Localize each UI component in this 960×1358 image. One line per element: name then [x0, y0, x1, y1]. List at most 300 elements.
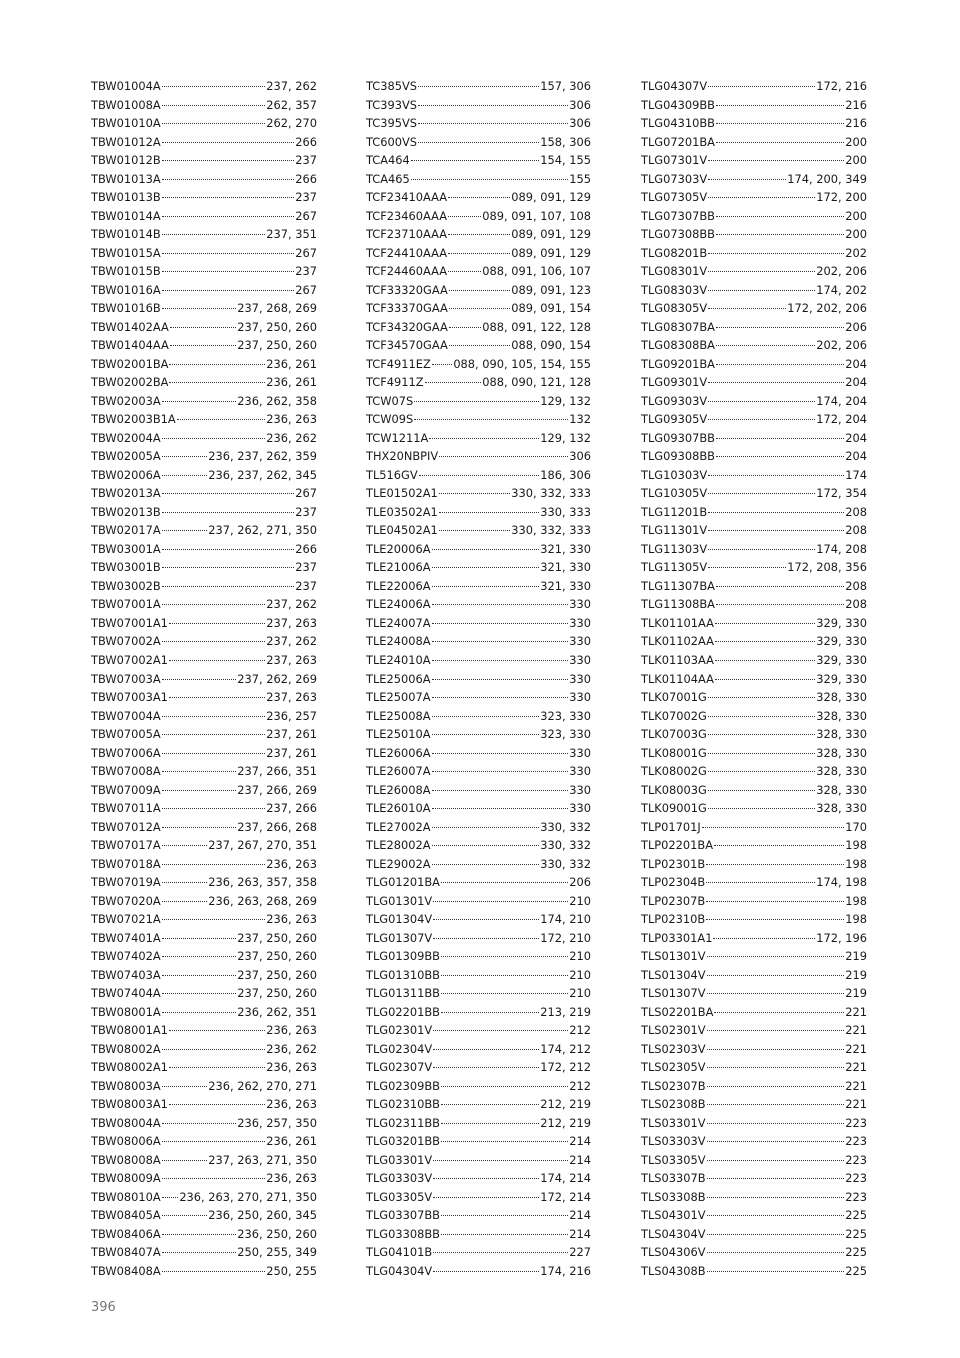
- index-entry: [641, 188, 867, 207]
- dot-leader: [707, 1104, 845, 1105]
- index-entry: [641, 429, 867, 448]
- index-entry: [641, 466, 867, 485]
- product-code: TLK08003G: [641, 782, 707, 797]
- product-code: TBW01012A: [91, 134, 161, 149]
- index-entry: [366, 1132, 591, 1151]
- product-code: TLS04301V: [641, 1208, 706, 1223]
- dot-leader: [439, 512, 539, 513]
- page-references: 213, 219: [540, 1004, 591, 1019]
- dot-leader: [716, 142, 844, 143]
- product-code: TLG11201B: [641, 504, 708, 519]
- page-references: 155: [569, 171, 591, 186]
- index-entry: [641, 1243, 867, 1262]
- page-references: 237: [295, 504, 317, 519]
- index-entry: [366, 133, 591, 152]
- page-references: 214: [569, 1152, 591, 1167]
- dot-leader: [706, 864, 844, 865]
- product-code: TBW01015B: [91, 264, 161, 279]
- page-references: 172, 208, 356: [787, 560, 867, 575]
- page-references: 329, 330: [816, 652, 867, 667]
- dot-leader: [432, 549, 540, 550]
- dot-leader: [432, 623, 569, 624]
- index-entry: [91, 1169, 317, 1188]
- dot-leader: [707, 1252, 845, 1253]
- dot-leader: [162, 123, 266, 124]
- page-references: 236, 257, 350: [237, 1115, 317, 1130]
- index-entry: [91, 96, 317, 115]
- index-entry: [91, 373, 317, 392]
- page-references: 225: [845, 1226, 867, 1241]
- index-entry: [91, 77, 317, 96]
- dot-leader: [169, 1030, 265, 1031]
- dot-leader: [162, 234, 266, 235]
- product-code: TCF4911Z: [366, 375, 424, 390]
- product-code: TBW02013B: [91, 504, 161, 519]
- dot-leader: [716, 604, 844, 605]
- page-references: 330: [569, 782, 591, 797]
- index-entry: [91, 281, 317, 300]
- page-references: 236, 263: [266, 912, 317, 927]
- product-code: TBW08010A: [91, 1189, 161, 1204]
- dot-leader: [162, 1271, 266, 1272]
- product-code: TLG08303V: [641, 282, 708, 297]
- product-code: TLK01103AA: [641, 652, 714, 667]
- product-code: TLP02201BA: [641, 838, 714, 853]
- dot-leader: [162, 530, 208, 531]
- index-entry: [91, 632, 317, 651]
- product-code: TLE24006A: [366, 597, 431, 612]
- page-references: 212, 219: [540, 1097, 591, 1112]
- page-references: 236, 263, 268, 269: [208, 893, 317, 908]
- page-references: 236, 263, 357, 358: [208, 875, 317, 890]
- dot-leader: [169, 1067, 265, 1068]
- index-entry: [91, 1188, 317, 1207]
- dot-leader: [432, 567, 540, 568]
- product-code: TBW02001BA: [91, 356, 169, 371]
- product-code: TBW07009A: [91, 782, 161, 797]
- index-entry: [366, 762, 591, 781]
- page-references: 236, 263: [266, 1023, 317, 1038]
- index-entry: [641, 207, 867, 226]
- page-references: 237, 250, 260: [237, 319, 317, 334]
- dot-leader: [162, 1215, 208, 1216]
- page-references: 204: [845, 430, 867, 445]
- product-code: TLG02310BB: [366, 1097, 440, 1112]
- page-references: 172, 200: [816, 190, 867, 205]
- product-code: TCW09S: [366, 412, 414, 427]
- product-code: TBW07017A: [91, 838, 161, 853]
- product-code: TLS02305V: [641, 1060, 706, 1075]
- product-code: TBW07021A: [91, 912, 161, 927]
- index-entry: [366, 781, 591, 800]
- page-references: 236, 263: [266, 1097, 317, 1112]
- product-code: TLG08308BA: [641, 338, 715, 353]
- index-entry: [91, 577, 317, 596]
- product-code: TBW01402AA: [91, 319, 169, 334]
- page-references: 237, 250, 260: [237, 338, 317, 353]
- page-references: 221: [845, 1041, 867, 1056]
- dot-leader: [716, 345, 815, 346]
- product-code: TLG10303V: [641, 467, 708, 482]
- dot-leader: [162, 1141, 266, 1142]
- page-references: 212: [569, 1023, 591, 1038]
- index-entry: [641, 244, 867, 263]
- dot-leader: [162, 864, 266, 865]
- index-entry: [366, 725, 591, 744]
- page-references: 266: [295, 134, 317, 149]
- product-code: TLG11303V: [641, 541, 708, 556]
- index-entry: [641, 225, 867, 244]
- page-references: 237, 262: [266, 597, 317, 612]
- product-code: TLG11305V: [641, 560, 708, 575]
- dot-leader: [714, 845, 844, 846]
- index-entry: [91, 892, 317, 911]
- product-code: TLP02301B: [641, 856, 706, 871]
- page-references: 330: [569, 801, 591, 816]
- product-code: TLG07303V: [641, 171, 708, 186]
- page-references: 328, 330: [816, 708, 867, 723]
- product-code: TLG09307BB: [641, 430, 715, 445]
- dot-leader: [414, 419, 568, 420]
- product-code: TLG08305V: [641, 301, 708, 316]
- dot-leader: [433, 1160, 568, 1161]
- product-code: TBW08003A1: [91, 1097, 168, 1112]
- page-references: 216: [845, 116, 867, 131]
- index-entry: [641, 614, 867, 633]
- dot-leader: [411, 160, 539, 161]
- dot-leader: [449, 327, 482, 328]
- index-entry: [366, 151, 591, 170]
- dot-leader: [716, 438, 844, 439]
- page-references: 200: [845, 153, 867, 168]
- dot-leader: [162, 216, 295, 217]
- dot-leader: [716, 234, 844, 235]
- page-references: 236, 250, 260: [237, 1226, 317, 1241]
- product-code: TCF23710AAA: [366, 227, 448, 242]
- product-code: TBW08006A: [91, 1134, 161, 1149]
- product-code: TC385VS: [366, 79, 418, 93]
- dot-leader: [716, 364, 844, 365]
- page-references: 267: [295, 208, 317, 223]
- product-code: TLE26008A: [366, 782, 431, 797]
- page-references: 206: [845, 319, 867, 334]
- page-references: 129, 132: [540, 430, 591, 445]
- index-entry: [91, 262, 317, 281]
- page-references: 328, 330: [816, 745, 867, 760]
- page-references: 172, 196: [816, 930, 867, 945]
- dot-leader: [707, 1049, 845, 1050]
- page-references: 210: [569, 949, 591, 964]
- product-code: TBW01010A: [91, 116, 161, 131]
- product-code: TBW07001A1: [91, 615, 168, 630]
- page-references: 088, 090, 154: [511, 338, 591, 353]
- product-code: TBW07002A1: [91, 652, 168, 667]
- product-code: TBW01013A: [91, 171, 161, 186]
- dot-leader: [162, 567, 295, 568]
- index-entry: [366, 873, 591, 892]
- dot-leader: [448, 216, 481, 217]
- page-references: 237: [295, 153, 317, 168]
- page-references: 262, 270: [266, 116, 317, 131]
- product-code: TLG01307V: [366, 930, 433, 945]
- page-references: 216: [845, 97, 867, 112]
- index-entry: [641, 540, 867, 559]
- page-references: 236, 263: [266, 856, 317, 871]
- dot-leader: [708, 401, 815, 402]
- index-entry: [91, 929, 317, 948]
- index-entry: [641, 910, 867, 929]
- page-references: 330: [569, 690, 591, 705]
- product-code: TBW01016A: [91, 282, 161, 297]
- index-entry: [366, 207, 591, 226]
- index-entry: [366, 1095, 591, 1114]
- dot-leader: [433, 1049, 539, 1050]
- dot-leader: [707, 1271, 845, 1272]
- index-entry: [366, 910, 591, 929]
- dot-leader: [707, 1141, 845, 1142]
- page-references: 236, 263: [266, 412, 317, 427]
- dot-leader: [441, 1215, 568, 1216]
- page-references: 321, 330: [540, 560, 591, 575]
- product-code: TLE25010A: [366, 727, 431, 742]
- dot-leader: [441, 1086, 568, 1087]
- product-code: TBW07002A: [91, 634, 161, 649]
- dot-leader: [707, 1030, 845, 1031]
- product-code: TLE21006A: [366, 560, 431, 575]
- dot-leader: [433, 938, 539, 939]
- product-code: TLS02308B: [641, 1097, 706, 1112]
- product-code: TBW08002A1: [91, 1060, 168, 1075]
- product-code: TLS01304V: [641, 967, 706, 982]
- product-code: TBW07020A: [91, 893, 161, 908]
- page-references: 237, 262, 269: [237, 671, 317, 686]
- index-entry: [641, 558, 867, 577]
- page-references: 330, 332, 333: [511, 486, 591, 501]
- product-code: TLG03307BB: [366, 1208, 440, 1223]
- page-references: 219: [845, 949, 867, 964]
- page-references: 221: [845, 1023, 867, 1038]
- index-entry: [366, 577, 591, 596]
- page-references: 330: [569, 634, 591, 649]
- index-entry: [91, 392, 317, 411]
- dot-leader: [708, 382, 844, 383]
- index-entry: [366, 244, 591, 263]
- page-references: 208: [845, 523, 867, 538]
- dot-leader: [162, 179, 295, 180]
- index-entry: [641, 373, 867, 392]
- page-references: 237, 266, 269: [237, 782, 317, 797]
- index-entry: [91, 299, 317, 318]
- page-references: 330, 332, 333: [511, 523, 591, 538]
- dot-leader: [448, 197, 510, 198]
- page-references: 236, 263: [266, 1171, 317, 1186]
- index-entry: [366, 170, 591, 189]
- page-references: 329, 330: [816, 634, 867, 649]
- page-references: 172, 210: [540, 930, 591, 945]
- page-references: 237: [295, 264, 317, 279]
- page-references: 237, 261: [266, 727, 317, 742]
- index-entry: [91, 947, 317, 966]
- product-code: TLK07003G: [641, 727, 707, 742]
- product-code: TLG03303V: [366, 1171, 433, 1186]
- product-code: TCA464: [366, 153, 410, 168]
- product-code: TC393VS: [366, 97, 418, 112]
- page-references: 088, 090, 105, 154, 155: [453, 356, 591, 371]
- product-code: TLG03301V: [366, 1152, 433, 1167]
- page-references: 172, 214: [540, 1189, 591, 1204]
- page-references: 198: [845, 912, 867, 927]
- dot-leader: [449, 308, 511, 309]
- dot-leader: [708, 753, 815, 754]
- product-code: TLG02309BB: [366, 1078, 440, 1093]
- dot-leader: [162, 827, 237, 828]
- page-references: 237, 268, 269: [237, 301, 317, 316]
- index-entry: [366, 929, 591, 948]
- index-entry: [366, 336, 591, 355]
- page-references: 172, 216: [816, 79, 867, 93]
- page-references: 267: [295, 245, 317, 260]
- index-entry: [91, 170, 317, 189]
- dot-leader: [162, 142, 295, 143]
- product-code: TBW02003B1A: [91, 412, 176, 427]
- product-code: TLS04306V: [641, 1245, 706, 1260]
- product-code: TBW08009A: [91, 1171, 161, 1186]
- index-entry: [366, 1225, 591, 1244]
- index-entry: [641, 133, 867, 152]
- dot-leader: [441, 956, 568, 957]
- index-entry: [641, 392, 867, 411]
- page-references: 158, 306: [540, 134, 591, 149]
- index-entry: [366, 540, 591, 559]
- dot-leader: [169, 364, 265, 365]
- dot-leader: [162, 993, 237, 994]
- index-entry: [641, 1169, 867, 1188]
- dot-leader: [707, 1086, 845, 1087]
- dot-leader: [432, 734, 540, 735]
- index-entry: [91, 1021, 317, 1040]
- index-entry: [641, 725, 867, 744]
- page-references: 198: [845, 856, 867, 871]
- dot-leader: [162, 790, 237, 791]
- page-references: 330: [569, 615, 591, 630]
- product-code: TBW08406A: [91, 1226, 161, 1241]
- dot-leader: [432, 790, 569, 791]
- index-entry: [641, 1114, 867, 1133]
- index-entry: [641, 799, 867, 818]
- dot-leader: [708, 419, 815, 420]
- index-entry: [91, 133, 317, 152]
- dot-leader: [162, 512, 295, 513]
- index-entry: [366, 392, 591, 411]
- product-code: TLS04304V: [641, 1226, 706, 1241]
- dot-leader: [162, 938, 237, 939]
- index-entry: [641, 577, 867, 596]
- page-references: 237, 351: [266, 227, 317, 242]
- product-code: TLE24007A: [366, 615, 431, 630]
- index-entry: [91, 707, 317, 726]
- product-code: TLP01701J: [641, 819, 701, 834]
- index-entry: [366, 447, 591, 466]
- page-references: 236, 263, 270, 271, 350: [179, 1189, 317, 1204]
- page-references: 214: [569, 1134, 591, 1149]
- page-references: 329, 330: [816, 671, 867, 686]
- dot-leader: [708, 290, 815, 291]
- dot-leader: [432, 716, 540, 717]
- page-references: 236, 262, 358: [237, 393, 317, 408]
- page-references: 236, 250, 260, 345: [208, 1208, 317, 1223]
- dot-leader: [162, 475, 208, 476]
- page-references: 237: [295, 560, 317, 575]
- page-references: 236, 237, 262, 359: [208, 449, 317, 464]
- page-references: 223: [845, 1134, 867, 1149]
- index-entry: [91, 151, 317, 170]
- index-entry: [641, 873, 867, 892]
- page-references: 237, 262: [266, 634, 317, 649]
- page-references: 330, 332: [540, 838, 591, 853]
- product-code: TBW07012A: [91, 819, 161, 834]
- page-references: 221: [845, 1004, 867, 1019]
- product-code: TBW08001A: [91, 1004, 161, 1019]
- product-code: TLE24010A: [366, 652, 431, 667]
- page-references: 237, 263: [266, 615, 317, 630]
- index-entry: [91, 1040, 317, 1059]
- product-code: TLK01102AA: [641, 634, 714, 649]
- page-references: 202, 206: [816, 338, 867, 353]
- product-code: TBW01015A: [91, 245, 161, 260]
- page-references: 330: [569, 652, 591, 667]
- product-code: TCF24460AAA: [366, 264, 448, 279]
- product-code: TBW07006A: [91, 745, 161, 760]
- page-references: 250, 255, 349: [237, 1245, 317, 1260]
- product-code: TBW07005A: [91, 727, 161, 742]
- page-references: 208: [845, 597, 867, 612]
- index-entry: [641, 855, 867, 874]
- page-references: 200: [845, 208, 867, 223]
- dot-leader: [432, 753, 569, 754]
- index-entry: [366, 744, 591, 763]
- page-references: 219: [845, 986, 867, 1001]
- dot-leader: [433, 901, 568, 902]
- index-entry: [366, 1151, 591, 1170]
- page-references: 223: [845, 1171, 867, 1186]
- index-entry: [641, 1021, 867, 1040]
- index-entry: [641, 151, 867, 170]
- dot-leader: [707, 1160, 845, 1161]
- product-code: TLP02307B: [641, 893, 706, 908]
- dot-leader: [169, 623, 265, 624]
- page-references: 088, 091, 106, 107: [482, 264, 591, 279]
- page-references: 174, 214: [540, 1171, 591, 1186]
- dot-leader: [162, 1012, 237, 1013]
- dot-leader: [162, 1123, 237, 1124]
- index-entry: [91, 410, 317, 429]
- dot-leader: [162, 734, 266, 735]
- product-code: TLE26007A: [366, 764, 431, 779]
- page-references: 172, 204: [816, 412, 867, 427]
- dot-leader: [432, 641, 569, 642]
- index-entry: [91, 744, 317, 763]
- page-references: 174, 200, 349: [787, 171, 867, 186]
- page-references: 198: [845, 838, 867, 853]
- product-code: TLK01104AA: [641, 671, 714, 686]
- index-entry: [91, 614, 317, 633]
- product-code: TLG11308BA: [641, 597, 715, 612]
- index-entry: [91, 1095, 317, 1114]
- page-references: 089, 091, 129: [511, 245, 591, 260]
- index-entry: [366, 632, 591, 651]
- index-entry: [641, 447, 867, 466]
- index-entry: [366, 595, 591, 614]
